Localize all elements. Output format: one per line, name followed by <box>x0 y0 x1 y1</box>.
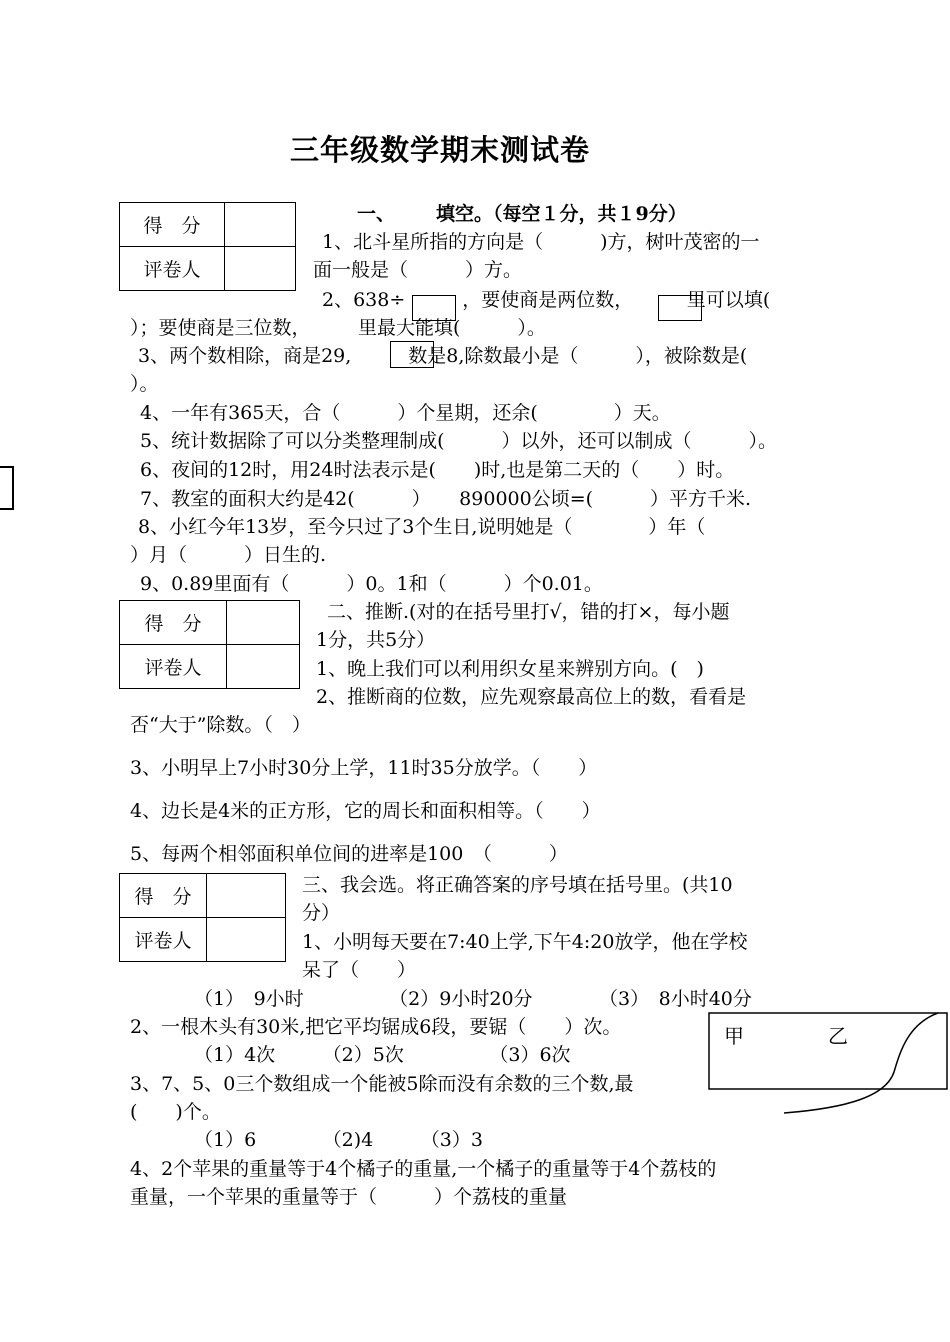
s2-line-6: 5、每两个相邻面积单位间的进率是100 （ ） <box>130 843 568 865</box>
score-label: 得 分 <box>120 203 225 247</box>
s1-line-3: 2、638÷ ，要使商是两位数， 里可以填( <box>322 289 771 311</box>
s1-line-4: ）；要使商是三位数， 里最大能填( ）。 <box>130 317 546 339</box>
s1-line-2: 面一般是（ ）方。 <box>313 259 523 281</box>
reviewer-label: 评卷人 <box>120 247 225 291</box>
s3-line-5: ( )个。 <box>130 1101 221 1123</box>
reviewer-label: 评卷人 <box>120 918 207 962</box>
score-table-1 <box>119 202 296 291</box>
s3-line-7: 重量，一个苹果的重量等于（ ）个荔枝的重量 <box>130 1186 568 1208</box>
s1-line-9: 6、夜间的12时，用24时法表示是( )时,也是第二天的（ ）时。 <box>140 459 735 481</box>
section1-heading: 填空。（每空１分，共１9分） <box>436 203 687 225</box>
section2-heading-1: 二、推断.(对的在括号里打√，错的打×，每小题 <box>327 601 730 623</box>
s1-line-13: 9、0.89里面有（ ）0。1和（ ）个0.01。 <box>140 573 603 595</box>
s1-line-11: 8、小红今年13岁，至今只过了3个生日,说明她是（ ）年（ <box>138 516 706 538</box>
s1-line-5: 3、两个数相除，商是29, 数是8,除数最小是（ ），被除数是( <box>138 345 748 367</box>
s2-line-2: 2、推断商的位数，应先观察最高位上的数，看看是 <box>316 686 747 708</box>
s1-line-8: 5、统计数据除了可以分类整理制成( ）以外，还可以制成（ ）。 <box>140 430 778 452</box>
s2-line-4: 3、小明早上7小时30分上学，11时35分放学。（ ） <box>130 757 598 779</box>
s3-option-1: （1） 9小时 （2）9小时20分 （3） 8小时40分 <box>194 988 752 1010</box>
margin-binding-mark <box>0 466 14 510</box>
score-table-3 <box>119 873 286 962</box>
s1-line-1: 1、北斗星所指的方向是（ )方，树叶茂密的一 <box>322 231 760 253</box>
score-table-2 <box>119 600 300 689</box>
s1-line-10: 7、教室的面积大约是42( ） 890000公顷=( ）平方千米. <box>140 488 752 510</box>
answer-box[interactable] <box>390 341 434 368</box>
s3-line-4: 3、7、5、0三个数组成一个能被5除而没有余数的三个数,最 <box>130 1073 634 1095</box>
jia-yi-diagram <box>708 1012 948 1090</box>
label-yi: 乙 <box>828 1024 848 1048</box>
section2-heading-2: 1分，共5分） <box>316 629 436 651</box>
score-cell[interactable] <box>207 874 286 918</box>
s3-line-3: 2、一根木头有30米,把它平均锯成6段，要锯（ ）次。 <box>130 1016 622 1038</box>
answer-box[interactable] <box>658 295 702 321</box>
s3-line-6: 4、2个苹果的重量等于4个橘子的重量,一个橘子的重量等于4个荔枝的 <box>130 1158 717 1180</box>
reviewer-label: 评卷人 <box>120 645 227 689</box>
reviewer-cell[interactable] <box>227 645 300 689</box>
s1-line-7: 4、一年有365天，合（ ）个星期，还余( ）天。 <box>140 402 671 424</box>
score-cell[interactable] <box>227 601 300 645</box>
s2-line-1: 1、晚上我们可以利用织女星来辨别方向。( ) <box>316 658 704 680</box>
reviewer-cell[interactable] <box>225 247 296 291</box>
score-label: 得 分 <box>120 601 227 645</box>
score-cell[interactable] <box>225 203 296 247</box>
reviewer-cell[interactable] <box>207 918 286 962</box>
s3-line-1: 1、小明每天要在7:40上学,下午4:20放学，他在学校 <box>302 931 748 953</box>
s3-option-3: （1）6 （2)4 （3）3 <box>194 1129 483 1151</box>
section3-heading-2: 分） <box>302 902 341 924</box>
page-title: 三年级数学期末测试卷 <box>289 133 590 167</box>
label-jia: 甲 <box>724 1024 744 1048</box>
s3-line-2: 呆了（ ） <box>302 959 417 981</box>
section1-heading-num: 一、 <box>357 203 396 225</box>
s2-line-3: 否“大于”除数。（ ） <box>130 714 311 736</box>
s2-line-5: 4、边长是4米的正方形，它的周长和面积相等。（ ） <box>130 800 601 822</box>
score-label: 得 分 <box>120 874 207 918</box>
s1-line-6: ）。 <box>130 373 159 395</box>
s1-line-12: ）月（ ）日生的. <box>130 544 327 566</box>
section3-heading-1: 三、我会选。将正确答案的序号填在括号里。(共10 <box>302 874 733 896</box>
s3-option-2: （1）4次 （2）5次 （3）6次 <box>194 1044 571 1066</box>
